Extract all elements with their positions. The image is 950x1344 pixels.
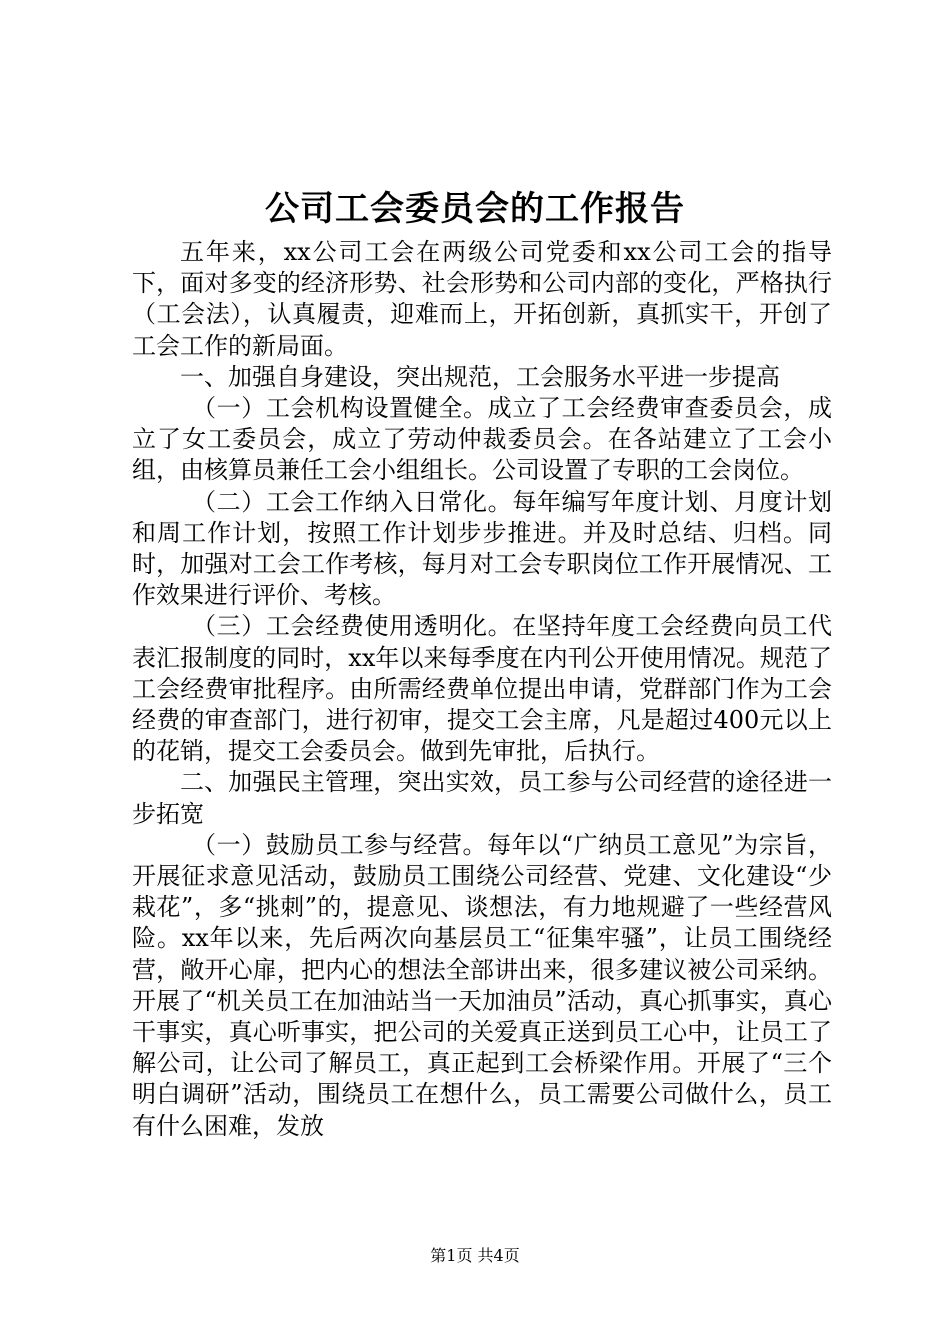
section-heading-2: 二、加强民主管理，突出实效，员工参与公司经营的途径进一步拓宽 — [132, 768, 832, 828]
paragraph-1-2: （二）工会工作纳入日常化。每年编写年度计划、月度计划和周工作计划，按照工作计划步步推进。并及时总结、归档。同时，加强对工会工作考核，每月对工会专职岗位工作开展情况、工作效果进行评价、考核。 — [132, 487, 832, 610]
paragraph-intro: 五年来，xx公司工会在两级公司党委和xx公司工会的指导下，面对多变的经济形势、社会形势和公司内部的变化，严格执行（工会法），认真履责，迎难而上，开拓创新，真抓实干，开创了工会工作的新局面。 — [132, 238, 832, 360]
paragraph-1-3: （三）工会经费使用透明化。在坚持年度工会经费向员工代表汇报制度的同时，xx年以来每季度在内刊公开使用情况。规范了工会经费审批程序。由所需经费单位提出申请，党群部门作为工会经费的审查部门，进行初审，提交工会主席，凡是超过400元以上的花销，提交工会委员会。做到先审批，后执行。 — [132, 612, 832, 766]
section-heading-1: 一、加强自身建设，突出规范，工会服务水平进一步提高 — [180, 362, 780, 391]
document-title: 公司工会委员会的工作报告 — [265, 189, 685, 229]
paragraph-1-1: （一）工会机构设置健全。成立了工会经费审查委员会，成立了女工委员会，成立了劳动仲裁委员会。在各站建立了工会小组，由核算员兼任工会小组组长。公司设置了专职的工会岗位。 — [132, 394, 832, 485]
paragraph-2-1: （一）鼓励员工参与经营。每年以“广纳员工意见”为宗旨，开展征求意见活动，鼓励员工围绕公司经营、党建、文化建设“少栽花”，多“挑刺”的，提意见、谈想法，有力地规避了一些经营风险。xx年以来，先后两次向基层员工“征集牢骚”，让员工围绕经营，敞开心扉，把内心的想法全部讲出来，很多建议被公司采纳。开展了“机关员工在加油站当一天加油员”活动，真心抓事实，真心干事实，真心听事实，把公司的关爱真正送到员工心中，让员工了解公司，让公司了解员工，真正起到工会桥梁作用。开展了“三个明白调研”活动，围绕员工在想什么，员工需要公司做什么，员工有什么困难，发放 — [132, 830, 832, 1140]
document-body — [132, 237, 832, 1142]
page-footer: 第1页 共4页 — [430, 1246, 520, 1265]
